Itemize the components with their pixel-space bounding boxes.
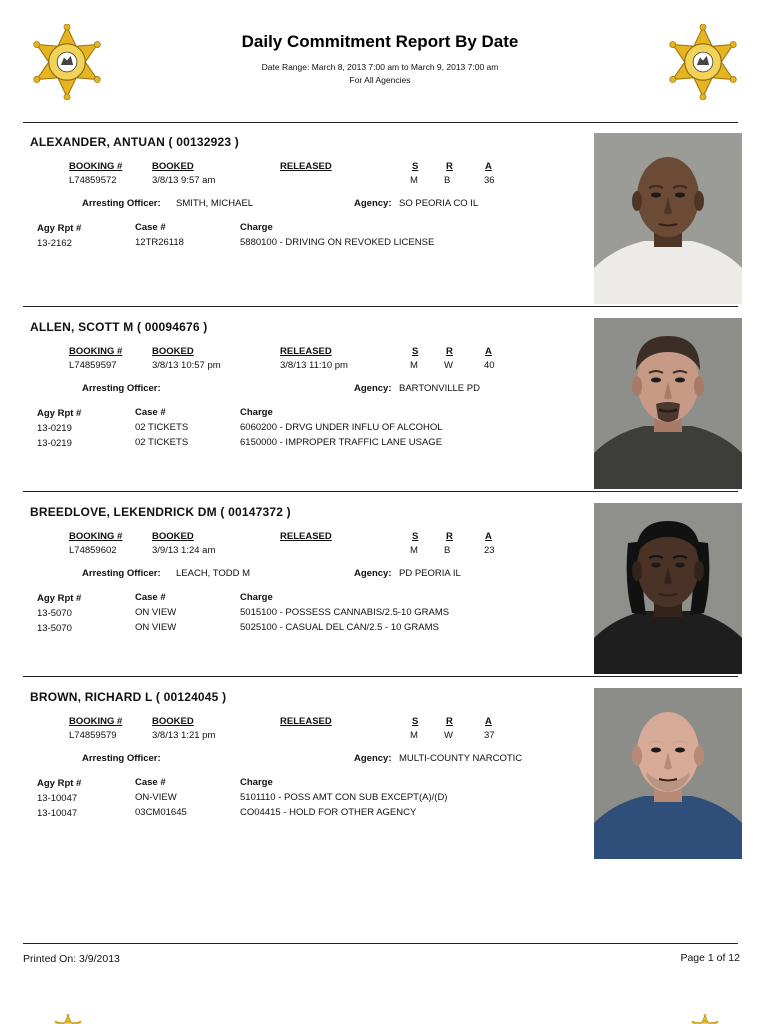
race-label: R <box>446 716 453 727</box>
race-label: R <box>446 161 453 172</box>
charge-label: Charge <box>240 407 273 418</box>
sex-label: S <box>412 716 419 727</box>
agy-rpt-number: 13-0219 <box>37 423 72 434</box>
sex-label: S <box>412 531 419 542</box>
case-number: 02 TICKETS <box>135 437 189 448</box>
race-value: W <box>444 360 453 371</box>
charge-description: 5025100 - CASUAL DEL CAN/2.5 - 10 GRAMS <box>240 622 439 633</box>
booking-photo <box>594 688 742 859</box>
booking-number: L74859572 <box>69 175 117 186</box>
inmate-name: ALLEN, SCOTT M ( 00094676 ) <box>30 320 208 334</box>
charge-description: 6060200 - DRVG UNDER INFLU OF ALCOHOL <box>240 422 443 433</box>
case-number: ON-VIEW <box>135 792 177 803</box>
agy-rpt-number: 13-10047 <box>37 808 78 819</box>
page-number: Page 1 of 12 <box>680 952 740 964</box>
inmate-record <box>0 682 768 862</box>
booked-label: BOOKED <box>152 716 194 727</box>
age-value: 40 <box>484 360 495 371</box>
sex-value: M <box>410 730 418 741</box>
booking-number-label: BOOKING # <box>69 531 123 542</box>
sex-label: S <box>412 346 419 357</box>
case-number: 12TR26118 <box>135 237 184 248</box>
released-time: 3/8/13 11:10 pm <box>280 360 348 371</box>
agy-rpt-label: Agy Rpt # <box>37 593 82 604</box>
charge-label: Charge <box>240 222 273 233</box>
booking-number: L74859597 <box>69 360 117 371</box>
printed-date: Printed On: 3/9/2013 <box>23 953 120 965</box>
next-page-badge-left-icon <box>53 1014 83 1024</box>
sex-value: M <box>410 545 418 556</box>
agency-value: PD PEORIA IL <box>399 568 461 579</box>
charge-label: Charge <box>240 592 273 603</box>
charge-description: CO04415 - HOLD FOR OTHER AGENCY <box>240 807 417 818</box>
charge-description: 6150000 - IMPROPER TRAFFIC LANE USAGE <box>240 437 443 448</box>
agy-rpt-number: 13-10047 <box>37 793 78 804</box>
record-divider <box>23 306 738 307</box>
age-value: 23 <box>484 545 495 556</box>
booking-number-label: BOOKING # <box>69 161 123 172</box>
case-label: Case # <box>135 407 166 418</box>
case-number: ON VIEW <box>135 622 177 633</box>
booking-photo <box>594 318 742 489</box>
charge-label: Charge <box>240 777 273 788</box>
race-label: R <box>446 346 453 357</box>
charge-description: 5880100 - DRIVING ON REVOKED LICENSE <box>240 237 435 248</box>
released-label: RELEASED <box>280 716 332 727</box>
inmate-record <box>0 312 768 492</box>
agency-label: Agency: <box>354 753 392 764</box>
booking-number-label: BOOKING # <box>69 346 123 357</box>
agy-rpt-number: 13-5070 <box>37 623 72 634</box>
inmate-name: ALEXANDER, ANTUAN ( 00132923 ) <box>30 135 239 149</box>
age-value: 37 <box>484 730 495 741</box>
header-divider <box>23 122 738 123</box>
booked-label: BOOKED <box>152 161 194 172</box>
booking-number-label: BOOKING # <box>69 716 123 727</box>
inmate-name: BROWN, RICHARD L ( 00124045 ) <box>30 690 227 704</box>
inmate-name: BREEDLOVE, LEKENDRICK DM ( 00147372 ) <box>30 505 291 519</box>
agency-label: Agency: <box>354 383 392 394</box>
agency-value: SO PEORIA CO IL <box>399 198 479 209</box>
released-label: RELEASED <box>280 531 332 542</box>
sheriff-badge-left-icon <box>29 24 105 100</box>
booked-time: 3/8/13 9:57 am <box>152 175 216 186</box>
agy-rpt-label: Agy Rpt # <box>37 223 82 234</box>
report-title: Daily Commitment Report By Date <box>241 32 519 51</box>
agency-value: BARTONVILLE PD <box>399 383 480 394</box>
agy-rpt-number: 13-5070 <box>37 608 72 619</box>
race-label: R <box>446 531 453 542</box>
arresting-officer-label: Arresting Officer: <box>82 568 161 579</box>
date-range: Date Range: March 8, 2013 7:00 am to March 9, 2013 7:00 am <box>261 62 499 72</box>
agy-rpt-label: Agy Rpt # <box>37 408 82 419</box>
inmate-record <box>0 127 768 307</box>
arresting-officer: SMITH, MICHAEL <box>176 198 254 209</box>
age-label: A <box>485 346 492 357</box>
sex-value: M <box>410 360 418 371</box>
case-number: 02 TICKETS <box>135 422 189 433</box>
case-label: Case # <box>135 222 166 233</box>
case-label: Case # <box>135 592 166 603</box>
age-value: 36 <box>484 175 495 186</box>
case-number: ON VIEW <box>135 607 177 618</box>
footer-divider <box>23 943 738 944</box>
released-label: RELEASED <box>280 346 332 357</box>
age-label: A <box>485 161 492 172</box>
released-label: RELEASED <box>280 161 332 172</box>
agy-rpt-number: 13-2162 <box>37 238 72 249</box>
agency-filter: For All Agencies <box>349 75 411 85</box>
case-label: Case # <box>135 777 166 788</box>
race-value: B <box>444 175 451 186</box>
sex-value: M <box>410 175 418 186</box>
age-label: A <box>485 716 492 727</box>
race-value: W <box>444 730 453 741</box>
arresting-officer-label: Arresting Officer: <box>82 198 161 209</box>
agency-label: Agency: <box>354 198 392 209</box>
booking-photo <box>594 133 742 304</box>
age-label: A <box>485 531 492 542</box>
case-number: 03CM01645 <box>135 807 187 818</box>
sheriff-badge-right-icon <box>665 24 741 100</box>
charge-description: 5015100 - POSSESS CANNABIS/2.5-10 GRAMS <box>240 607 450 618</box>
booked-label: BOOKED <box>152 531 194 542</box>
booked-time: 3/8/13 10:57 pm <box>152 360 221 371</box>
next-page-badge-right-icon <box>690 1014 720 1024</box>
booked-time: 3/8/13 1:21 pm <box>152 730 216 741</box>
booking-number: L74859602 <box>69 545 117 556</box>
race-value: B <box>444 545 451 556</box>
inmate-record <box>0 497 768 677</box>
sex-label: S <box>412 161 419 172</box>
booking-number: L74859579 <box>69 730 117 741</box>
booked-label: BOOKED <box>152 346 194 357</box>
arresting-officer: LEACH, TODD M <box>176 568 251 579</box>
booking-photo <box>594 503 742 674</box>
agency-label: Agency: <box>354 568 392 579</box>
record-divider <box>23 676 738 677</box>
arresting-officer-label: Arresting Officer: <box>82 753 161 764</box>
record-divider <box>23 491 738 492</box>
agy-rpt-label: Agy Rpt # <box>37 778 82 789</box>
arresting-officer-label: Arresting Officer: <box>82 383 161 394</box>
booked-time: 3/9/13 1:24 am <box>152 545 216 556</box>
charge-description: 5101110 - POSS AMT CON SUB EXCEPT(A)/(D) <box>240 792 448 803</box>
agency-value: MULTI-COUNTY NARCOTIC <box>399 753 523 764</box>
agy-rpt-number: 13-0219 <box>37 438 72 449</box>
